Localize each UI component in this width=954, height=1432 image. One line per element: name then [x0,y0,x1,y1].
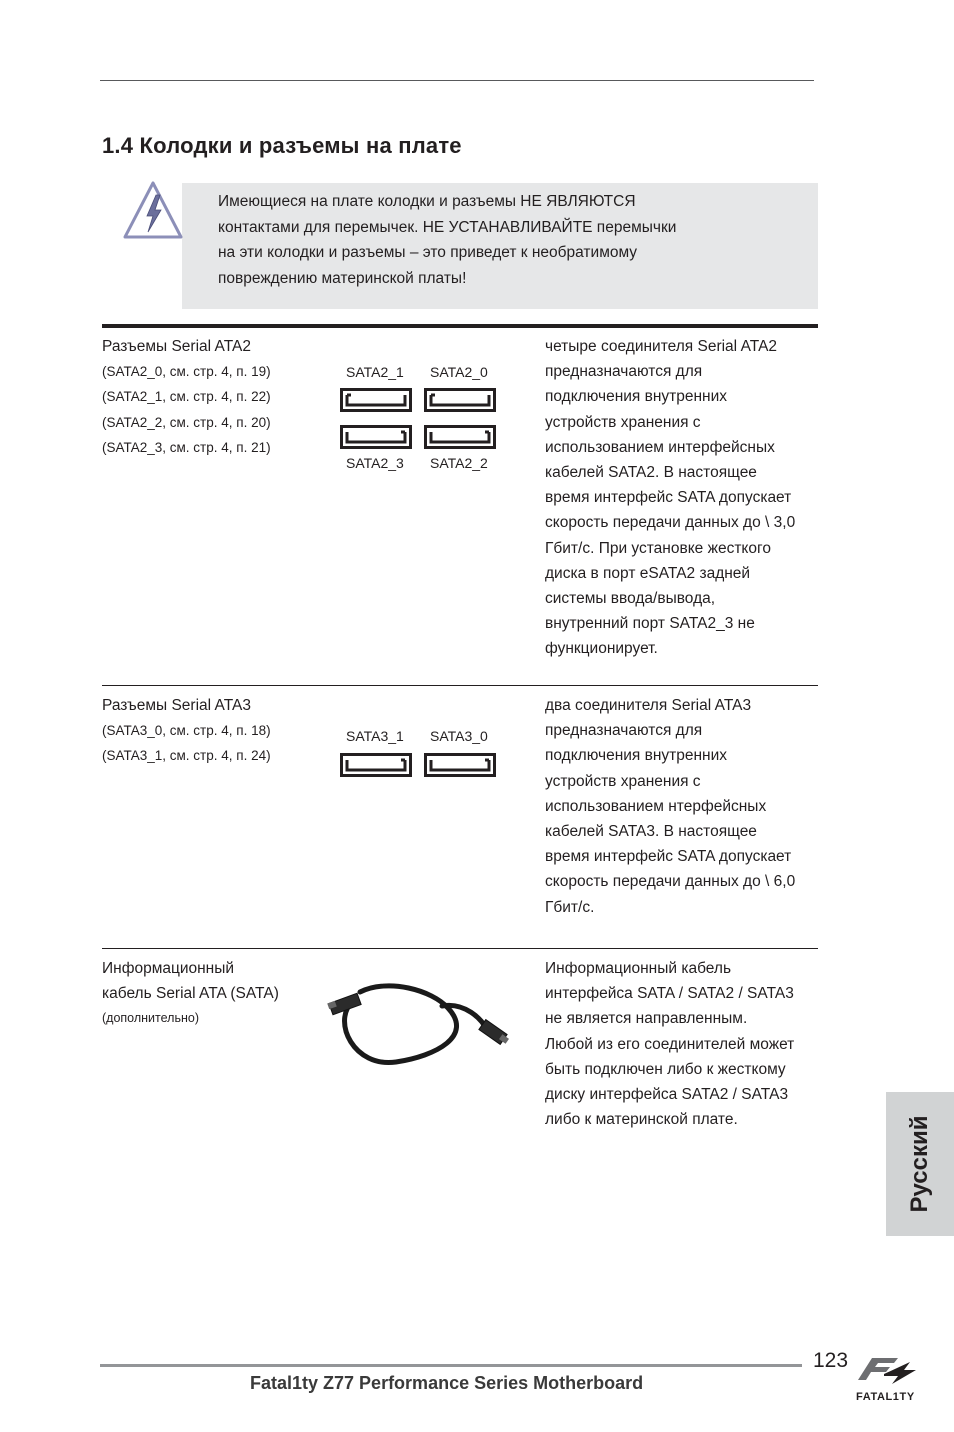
row-ref: (SATA3_0, см. стр. 4, п. 18) [102,723,271,739]
row-divider [102,685,818,686]
sata2-description [545,334,825,662]
section-title: 1.4 Колодки и разъемы на плате [102,133,462,158]
connector-label: SATA3_1 [346,728,404,744]
connector-label: SATA2_0 [430,364,488,380]
notice-line: Имеющиеся на плате колодки и разъемы НЕ ЯВЛЯЮТСЯ [218,193,636,210]
description-line: скорость передачи данных до \ 6,0 [545,873,796,891]
logo-text: FATAL1TY [856,1391,915,1403]
row-title: Разъемы Serial ATA3 [102,697,251,714]
sata-connector-icon [340,425,412,449]
description-line: кабелей SATA2. В настоящее [545,464,757,482]
language-label: Русский [906,1115,933,1213]
sata-connector-icon [424,388,496,412]
description-line: использованием нтерфейсных [545,797,767,815]
description-line: Гбит/с. [545,898,595,916]
header-rule [100,80,814,81]
sata-cable-icon [324,972,516,1072]
description-line: внутренний порт SATA2_3 не [545,615,755,633]
description-line: Информационный кабель [545,960,732,977]
description-line: не является направленным. [545,1010,748,1028]
description-line: предназначаются для [545,722,703,740]
row-ref: (SATA2_1, см. стр. 4, п. 22) [102,389,271,405]
description-line: предназначаются для [545,363,703,381]
warning-triangle-lightning-icon [122,180,184,242]
description-line: Гбит/с. При установке жесткого [545,539,771,557]
page-number: 123 [813,1349,849,1372]
footer-rule [100,1364,802,1367]
sata-connector-icon [340,753,412,777]
description-line: диска в порт eSATA2 задней [545,564,751,582]
description-line: скорость передачи данных до \ 3,0 [545,514,796,532]
connector-label: SATA2_3 [346,455,404,471]
connector-label: SATA2_2 [430,455,488,471]
warning-notice-text [218,189,758,291]
description-line: функционирует. [545,640,658,658]
row-ref: (SATA2_3, см. стр. 4, п. 21) [102,439,271,455]
description-line: устройств хранения с [545,772,701,790]
description-line: либо к материнской плате. [545,1111,738,1129]
description-line: время интерфейс SATA допускает [545,489,792,507]
sata-connector-icon [424,425,496,449]
row-title: Информационный [102,960,235,977]
row-title: Разъемы Serial ATA2 [102,338,251,355]
description-line: диску интерфейса SATA2 / SATA3 [545,1086,789,1104]
sata-cable-description [545,956,825,1132]
row-ref: (SATA2_0, см. стр. 4, п. 19) [102,364,271,380]
description-line: время интерфейс SATA допускает [545,848,792,866]
sata-cable-label-block [102,956,332,1032]
row-divider [102,948,818,949]
row-ref: (SATA2_2, см. стр. 4, п. 20) [102,414,271,430]
row-title: кабель Serial ATA (SATA) [102,985,279,1003]
fatal1ty-logo-icon [854,1354,932,1406]
language-side-tab [886,1092,954,1236]
notice-line: контактами для перемычек. НЕ УСТАНАВЛИВАЙТЕ перемычки [218,218,677,236]
sata-connector-icon [340,388,412,412]
sata3-description [545,693,825,920]
sata-connector-icon [424,753,496,777]
description-line: два соединителя Serial ATA3 [545,697,752,714]
description-line: быть подключен либо к жесткому [545,1060,786,1078]
description-line: четыре соединителя Serial ATA2 [545,338,778,355]
row-ref: (SATA3_1, см. стр. 4, п. 24) [102,748,271,764]
description-line: системы ввода/вывода, [545,590,716,608]
sata3-label-block [102,693,332,769]
description-line: Любой из его соединителей может [545,1035,795,1053]
product-name: Fatal1ty Z77 Performance Series Motherboard [250,1373,644,1393]
table-top-rule [102,324,818,328]
row-ref: (дополнительно) [102,1011,199,1026]
connector-label: SATA3_0 [430,728,488,744]
description-line: устройств хранения с [545,413,701,431]
notice-line: на эти колодки и разъемы – это приведет к необратимому [218,244,638,261]
sata2-label-block [102,334,332,460]
description-line: интерфейса SATA / SATA2 / SATA3 [545,985,794,1003]
description-line: подключения внутренних [545,388,728,406]
notice-line: повреждению материнской платы! [218,269,467,287]
description-line: кабелей SATA3. В настоящее [545,823,757,841]
connector-label: SATA2_1 [346,364,404,380]
description-line: подключения внутренних [545,747,728,765]
description-line: использованием интерфейсных [545,438,775,456]
